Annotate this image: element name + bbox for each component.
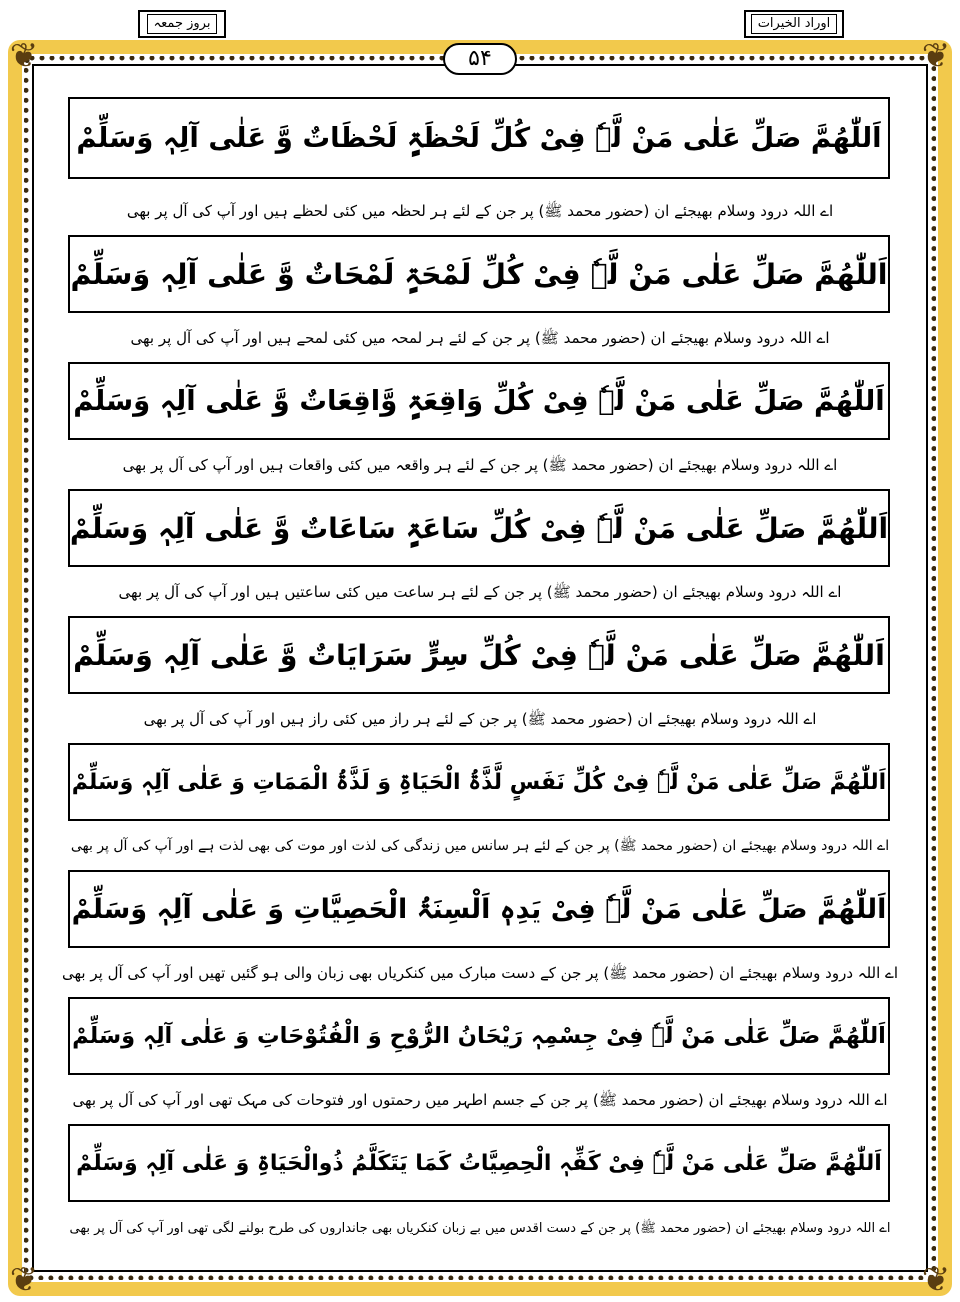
arabic-verse-9: اَللّٰھُمَّ صَلِّ عَلٰی مَنْ لَّہٗ فِیْ کَفِّہٖ الْحِصِیَّاتُ کَمَا یَتَکَلَّمُ ذُوالْحَیَاۃِ وَ عَلٰی آلِہٖ وَسَلِّمْ: [68, 1124, 890, 1202]
urdu-translation-1: اے اللہ درود وسلام بھیجئے ان (حضور محمد ﷺ) پر جن کے لئے ہر لحظہ میں کئی لحظے ہیں اور آپ کی آل پر بھی: [126, 202, 834, 220]
day-label-box: [138, 10, 226, 38]
arabic-verse-3: اَللّٰھُمَّ صَلِّ عَلٰی مَنْ لَّہٗ فِیْ کُلِّ وَاقِعَۃٍ وَّاقِعَاتٌ وَّ عَلٰی آلِہٖ وَسَلِّمْ: [68, 362, 890, 440]
arabic-verse-2: اَللّٰھُمَّ صَلِّ عَلٰی مَنْ لَّہٗ فِیْ کُلِّ لَمْحَۃٍ لَمْحَاتٌ وَّ عَلٰی آلِہٖ وَسَلِّمْ: [68, 235, 890, 313]
book-title: اوراد الخیرات: [751, 14, 838, 34]
urdu-translation-6: اے اللہ درود وسلام بھیجئے ان (حضور محمد ﷺ) پر جن کے لئے ہر سانس میں زندگی کی لذت اور موت کی بھی لذت ہے اور آپ کی آل پر بھی: [70, 838, 890, 854]
urdu-translation-7: اے اللہ درود وسلام بھیجئے ان (حضور محمد ﷺ) پر جن کے دست مبارک میں کنکریاں بھی زبان والی ہو گئیں تھیں اور آپ کی آل پر بھی: [61, 964, 898, 982]
arabic-verse-1: اَللّٰھُمَّ صَلِّ عَلٰی مَنْ لَّہٗ فِیْ کُلِّ لَحْظَۃٍ لَحْظَاتٌ وَّ عَلٰی آلِہٖ وَسَلِّمْ: [68, 97, 890, 179]
page-number-badge: [430, 42, 530, 76]
urdu-translation-8: اے اللہ درود وسلام بھیجئے ان (حضور محمد ﷺ) پر جن کے جسم اطہر میں رحمتوں اور فتوحات کی مہک تھی اور آپ کی آل پر بھی: [72, 1091, 888, 1109]
flourish-icon: ❦: [921, 1260, 951, 1300]
day-label: بروز جمعہ: [147, 14, 218, 34]
urdu-translation-3: اے اللہ درود وسلام بھیجئے ان (حضور محمد ﷺ) پر جن کے لئے ہر واقعہ میں کئی واقعات ہیں اور آپ کی آل پر بھی: [122, 456, 838, 474]
flourish-icon: ❦: [9, 1260, 39, 1300]
arabic-verse-4: اَللّٰھُمَّ صَلِّ عَلٰی مَنْ لَّہٗ فِیْ کُلِّ سَاعَۃٍ سَاعَاتٌ وَّ عَلٰی آلِہٖ وَسَلِّمْ: [68, 489, 890, 567]
urdu-translation-5: اے اللہ درود وسلام بھیجئے ان (حضور محمد ﷺ) پر جن کے لئے ہر راز میں کئی راز ہیں اور آپ کی آل پر بھی: [143, 710, 817, 728]
arabic-verse-6: اَللّٰھُمَّ صَلِّ عَلٰی مَنْ لَّہٗ فِیْ کُلِّ نَفَسٍ لَّذَّۃُ الْحَیَاۃِ وَ لَذَّۃُ الْمَمَاتِ وَ عَلٰی آلِہٖ وَسَلِّمْ: [68, 743, 890, 821]
flourish-icon: ❦: [921, 36, 951, 76]
flourish-icon: ❦: [9, 36, 39, 76]
book-title-box: [744, 10, 844, 38]
urdu-translation-4: اے اللہ درود وسلام بھیجئے ان (حضور محمد ﷺ) پر جن کے لئے ہر ساعت میں کئی ساعتیں ہیں اور آپ کی آل پر بھی: [118, 583, 842, 601]
urdu-translation-9: اے اللہ درود وسلام بھیجئے ان (حضور محمد ﷺ) پر جن کے دست اقدس میں بے زبان کنکریاں بھی جانداروں کی طرح بولنے لگی تھی اور آپ کی آل پر بھی: [69, 1221, 891, 1236]
page-number: ۵۴: [443, 43, 517, 75]
arabic-verse-5: اَللّٰھُمَّ صَلِّ عَلٰی مَنْ لَّہٗ فِیْ کُلِّ سِرٍّ سَرَایَاتٌ وَّ عَلٰی آلِہٖ وَسَلِّمْ: [68, 616, 890, 694]
arabic-verse-7: اَللّٰھُمَّ صَلِّ عَلٰی مَنْ لَّہٗ فِیْ یَدِہٖ اَلْسِنَۃُ الْحَصِیَّاتِ وَ عَلٰی آلِہٖ وَسَلِّمْ: [68, 870, 890, 948]
arabic-verse-8: اَللّٰھُمَّ صَلِّ عَلٰی مَنْ لَّہٗ فِیْ جِسْمِہٖ رَیْحَانُ الرُّوْحِ وَ الْفُتُوْحَاتِ وَ عَلٰی آلِہٖ وَسَلِّمْ: [68, 997, 890, 1075]
urdu-translation-2: اے اللہ درود وسلام بھیجئے ان (حضور محمد ﷺ) پر جن کے لئے ہر لمحہ میں کئی لمحے ہیں اور آپ کی آل پر بھی: [130, 329, 830, 347]
